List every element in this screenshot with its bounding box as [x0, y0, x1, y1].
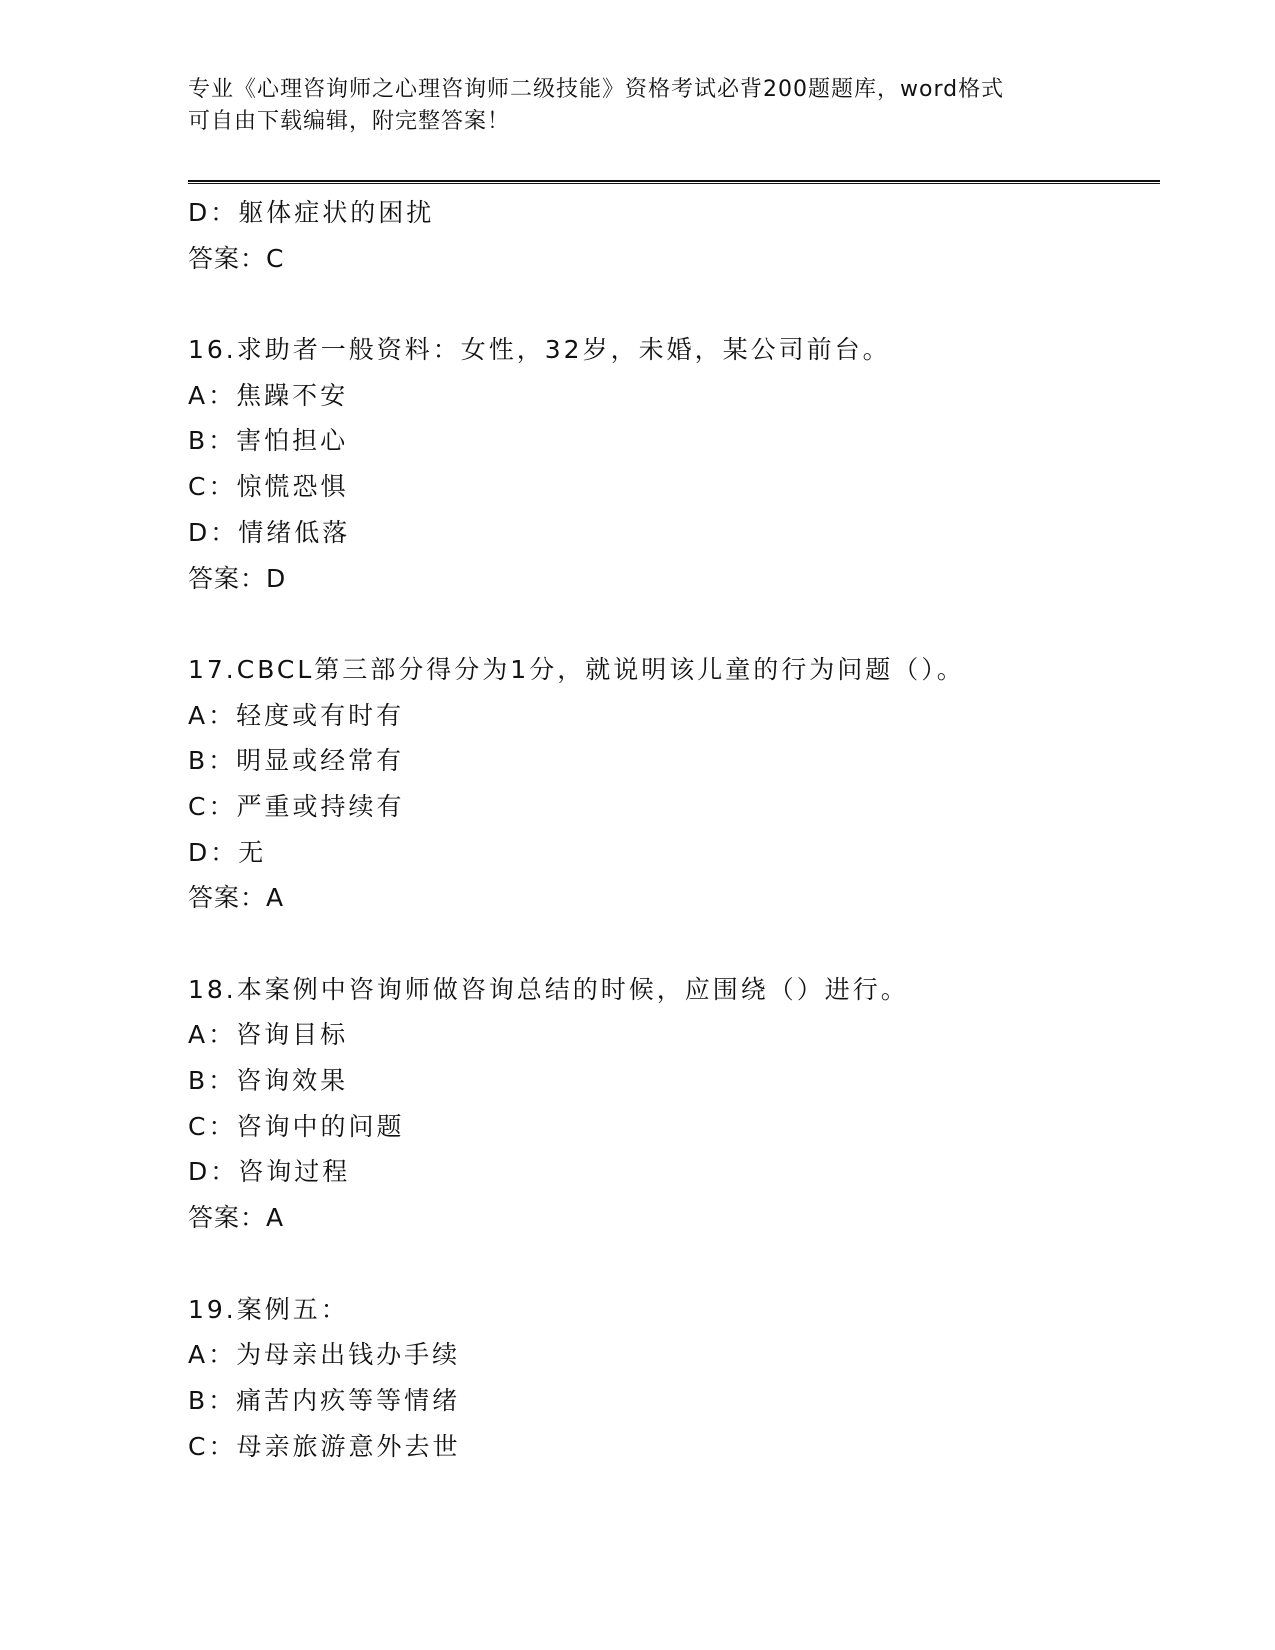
option-a: A：咨询目标: [188, 1020, 349, 1050]
question-stem: 19.案例五：: [188, 1294, 349, 1324]
option-c: C：咨询中的问题: [188, 1111, 405, 1141]
option-b: B：咨询效果: [188, 1066, 349, 1096]
option-d: D：咨询过程: [188, 1157, 351, 1187]
answer-line: 答案：A: [188, 883, 285, 913]
option-c: C：严重或持续有: [188, 791, 405, 821]
question-spacer: [188, 281, 1168, 327]
question-spacer: [188, 1241, 1168, 1287]
option-a: A：为母亲出钱办手续: [188, 1340, 461, 1370]
option-b: B：痛苦内疚等等情绪: [188, 1385, 461, 1415]
question-stem: 16.求助者一般资料：女性，32岁，未婚，某公司前台。: [188, 335, 891, 365]
question-stem: 17.CBCL第三部分得分为1分，就说明该儿童的行为问题（）。: [188, 654, 965, 684]
option-c: C：惊慌恐惧: [188, 472, 349, 502]
option-b: B：害怕担心: [188, 426, 349, 456]
question-stem: 18.本案例中咨询师做咨询总结的时候，应围绕（）进行。: [188, 974, 909, 1004]
option-d: D：无: [188, 837, 267, 867]
option-a: A：轻度或有时有: [188, 700, 405, 730]
answer-line: 答案：D: [188, 563, 287, 593]
header-divider: [188, 180, 1160, 184]
question-list: [188, 190, 1168, 1469]
document-header: [188, 74, 1088, 138]
header-line-1: 专业《心理咨询师之心理咨询师二级技能》资格考试必背200题题库，word格式: [188, 77, 1005, 102]
header-line-2: 可自由下载编辑，附完整答案！: [188, 109, 511, 134]
question-spacer: [188, 601, 1168, 647]
answer-line: 答案：C: [188, 243, 285, 273]
question-spacer: [188, 921, 1168, 967]
option-d: D：躯体症状的困扰: [188, 198, 435, 227]
option-a: A：焦躁不安: [188, 380, 349, 410]
answer-line: 答案：A: [188, 1203, 285, 1233]
option-d: D：情绪低落: [188, 517, 351, 547]
option-b: B：明显或经常有: [188, 746, 405, 776]
option-c: C：母亲旅游意外去世: [188, 1431, 461, 1461]
